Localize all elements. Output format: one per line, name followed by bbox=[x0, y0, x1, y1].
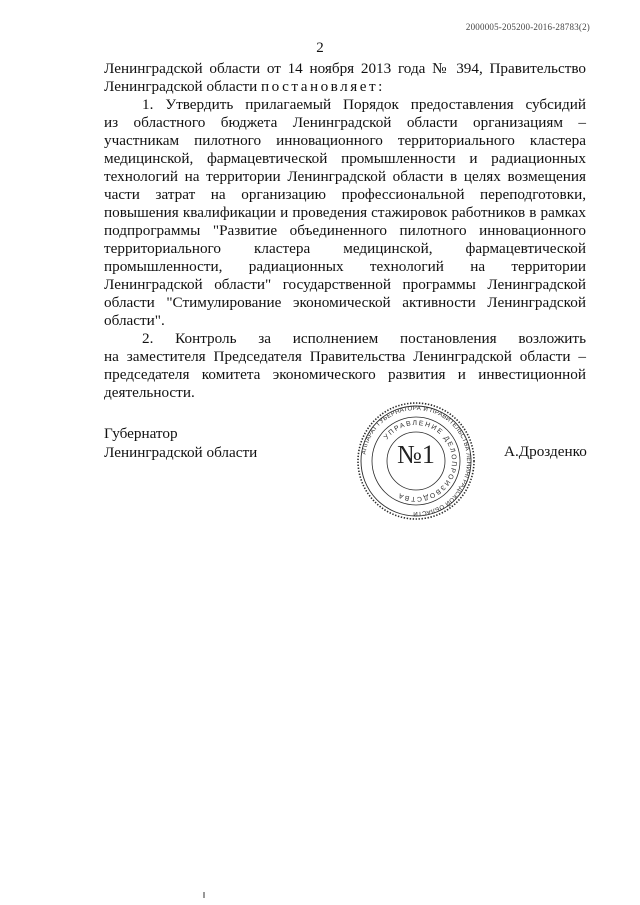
paragraph-1-line: Ленинградской области" государственной программы Ленинградской bbox=[104, 276, 586, 293]
paragraph-1-line: области "Стимулирование экономической активности Ленинградской bbox=[104, 294, 586, 311]
signatory-title-line-2: Ленинградской области bbox=[104, 444, 258, 461]
paragraph-2-line: председателя комитета экономического развития и инвестиционной bbox=[104, 366, 586, 383]
signatory-name: А.Дрозденко bbox=[504, 443, 587, 460]
paragraph-1-line: 1. Утвердить прилагаемый Порядок предоставления субсидий bbox=[142, 96, 586, 113]
document-body bbox=[104, 60, 586, 402]
paragraph-1-line: подпрограммы "Развитие объединенного пилотного инновационного bbox=[104, 222, 586, 239]
paragraph-1-line: территориального кластера медицинской, фармацевтической bbox=[104, 240, 586, 257]
official-seal bbox=[356, 401, 476, 521]
paragraph-1-line: части затрат на организацию профессиональной переподготовки, bbox=[104, 186, 586, 203]
signatory-title-line-1: Губернатор bbox=[104, 425, 178, 442]
paragraph-1-line: промышленности, радиационных технологий на территории bbox=[104, 258, 586, 275]
intro-line-1: Ленинградской области от 14 ноября 2013 года № 394, Правительство bbox=[104, 60, 586, 77]
paragraph-2-line: на заместителя Председателя Правительства Ленинградской области – bbox=[104, 348, 586, 365]
paragraph-1-line: участникам пилотного инновационного территориального кластера bbox=[104, 132, 586, 149]
paragraph-1-line: технологий на территории Ленинградской области в целях возмещения bbox=[104, 168, 586, 185]
intro-line-2 bbox=[104, 78, 586, 96]
page-number: 2 bbox=[316, 40, 324, 56]
paragraph-1-line: повышения квалификации и проведения стажировок работников в рамках bbox=[104, 204, 586, 221]
paragraph-2-last-line: деятельности. bbox=[104, 384, 195, 401]
seal-number: №1 bbox=[397, 440, 435, 469]
scan-mark bbox=[203, 892, 205, 898]
resolves-word: постановляет: bbox=[261, 78, 385, 95]
paragraph-1-line: из областного бюджета Ленинградской области организациям – bbox=[104, 114, 586, 131]
paragraph-1-line: медицинской, фармацевтической промышленности и радиационных bbox=[104, 150, 586, 167]
seal-outer-text: АППАРАТ ГУБЕРНАТОРА И ПРАВИТЕЛЬСТВА ЛЕНИНГРАДСКОЙ ОБЛАСТИ bbox=[360, 404, 473, 518]
paragraph-1-last-line: области". bbox=[104, 312, 165, 329]
seal-inner-text: УПРАВЛЕНИЕ ДЕЛОПРОИЗВОДСТВА bbox=[382, 419, 458, 503]
intro-region: Ленинградской области bbox=[104, 78, 258, 95]
signatory-title bbox=[104, 424, 257, 462]
document-id: 2000005-205200-2016-28783(2) bbox=[465, 22, 590, 32]
paragraph-2-line: 2. Контроль за исполнением постановления возложить bbox=[142, 330, 586, 347]
